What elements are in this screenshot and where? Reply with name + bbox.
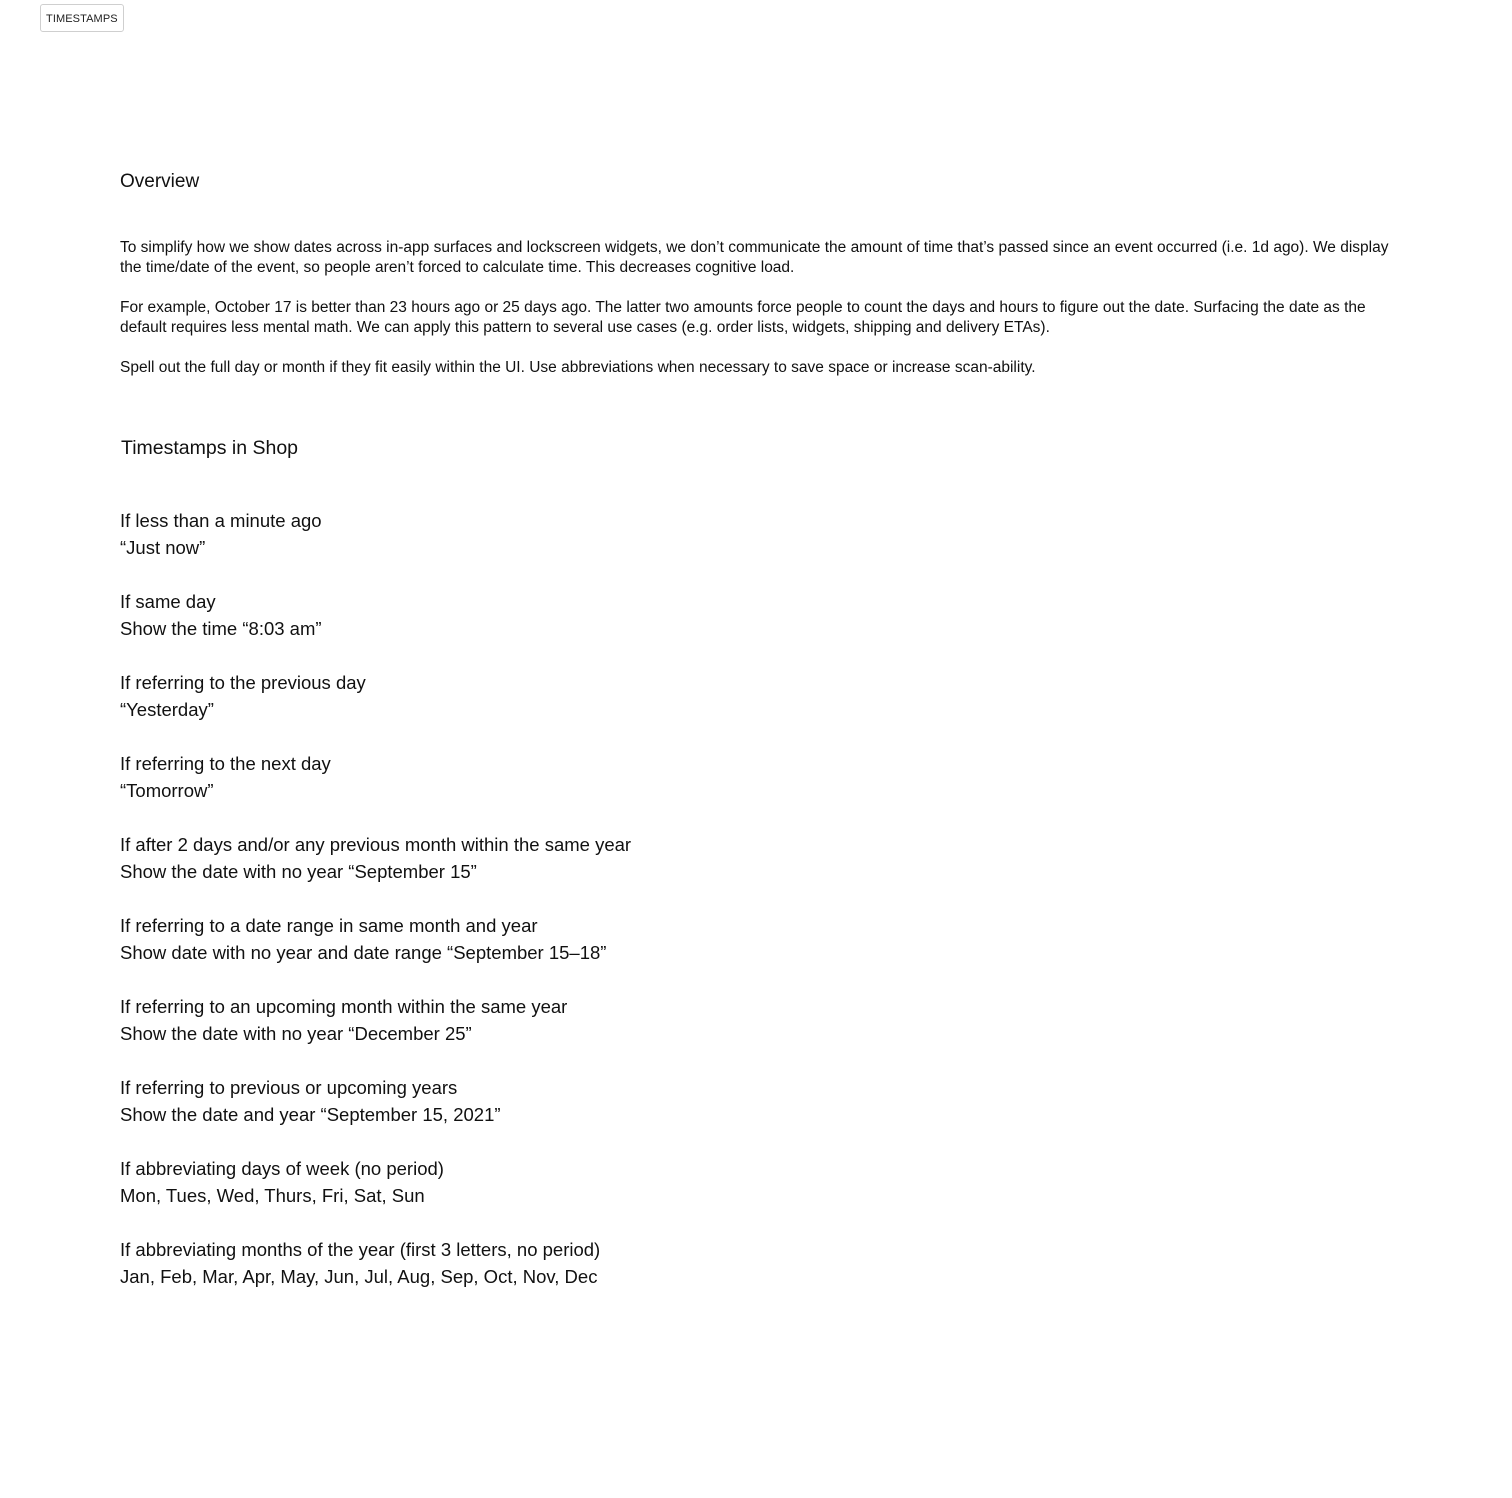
overview-paragraph: Spell out the full day or month if they fit easily within the UI. Use abbreviations when necessary to save space or increase scan-ability. (120, 359, 1036, 376)
list-item (120, 993, 631, 1074)
rule-display: Show date with no year and date range “September 15–18” (120, 942, 607, 963)
rule-display: Show the date with no year “September 15” (120, 861, 477, 882)
rule-display: “Just now” (120, 537, 206, 558)
overview-paragraph: To simplify how we show dates across in-app surfaces and lockscreen widgets, we don’t communicate the amount of time that’s passed since an event occurred (i.e. 1d ago). We display the time/date of the event, so people aren’t forced to calculate time. This decreases cognitive load. (120, 239, 1389, 276)
rule-condition: If referring to a date range in same month and year (120, 915, 538, 936)
list-item (120, 831, 631, 912)
timestamps-in-shop-heading: Timestamps in Shop (121, 437, 299, 459)
list-item (120, 750, 631, 831)
list-item (120, 1236, 631, 1317)
section-tag: TIMESTAMPS (40, 4, 124, 32)
rule-condition: If referring to previous or upcoming years (120, 1077, 458, 1098)
list-item (120, 669, 631, 750)
list-item (120, 1074, 631, 1155)
timestamp-rules-list (120, 507, 631, 1317)
rule-display: Show the date with no year “December 25” (120, 1023, 472, 1044)
rule-condition: If abbreviating days of week (no period) (120, 1158, 444, 1179)
list-item (120, 912, 631, 993)
rule-display: Mon, Tues, Wed, Thurs, Fri, Sat, Sun (120, 1185, 425, 1206)
rule-condition: If same day (120, 591, 216, 612)
rule-condition: If referring to the next day (120, 753, 331, 774)
rule-condition: If after 2 days and/or any previous month within the same year (120, 834, 632, 855)
rule-condition: If less than a minute ago (120, 510, 322, 531)
overview-paragraph: For example, October 17 is better than 23 hours ago or 25 days ago. The latter two amounts force people to count the days and hours to figure out the date. Surfacing the date as the default requires less mental math. We can apply this pattern to several use cases (e.g. order lists, widgets, shipping and delivery ETAs). (120, 299, 1366, 336)
rule-display: Show the time “8:03 am” (120, 618, 322, 639)
rule-display: Jan, Feb, Mar, Apr, May, Jun, Jul, Aug, Sep, Oct, Nov, Dec (120, 1266, 598, 1287)
list-item (120, 588, 631, 669)
list-item (120, 1155, 631, 1236)
list-item (120, 507, 631, 588)
rule-condition: If referring to an upcoming month within the same year (120, 996, 568, 1017)
rule-display: “Yesterday” (120, 699, 214, 720)
rule-display: “Tomorrow” (120, 780, 214, 801)
rule-condition: If referring to the previous day (120, 672, 366, 693)
rule-condition: If abbreviating months of the year (first 3 letters, no period) (120, 1239, 601, 1260)
rule-display: Show the date and year “September 15, 2021” (120, 1104, 501, 1125)
overview-heading: Overview (120, 171, 200, 192)
